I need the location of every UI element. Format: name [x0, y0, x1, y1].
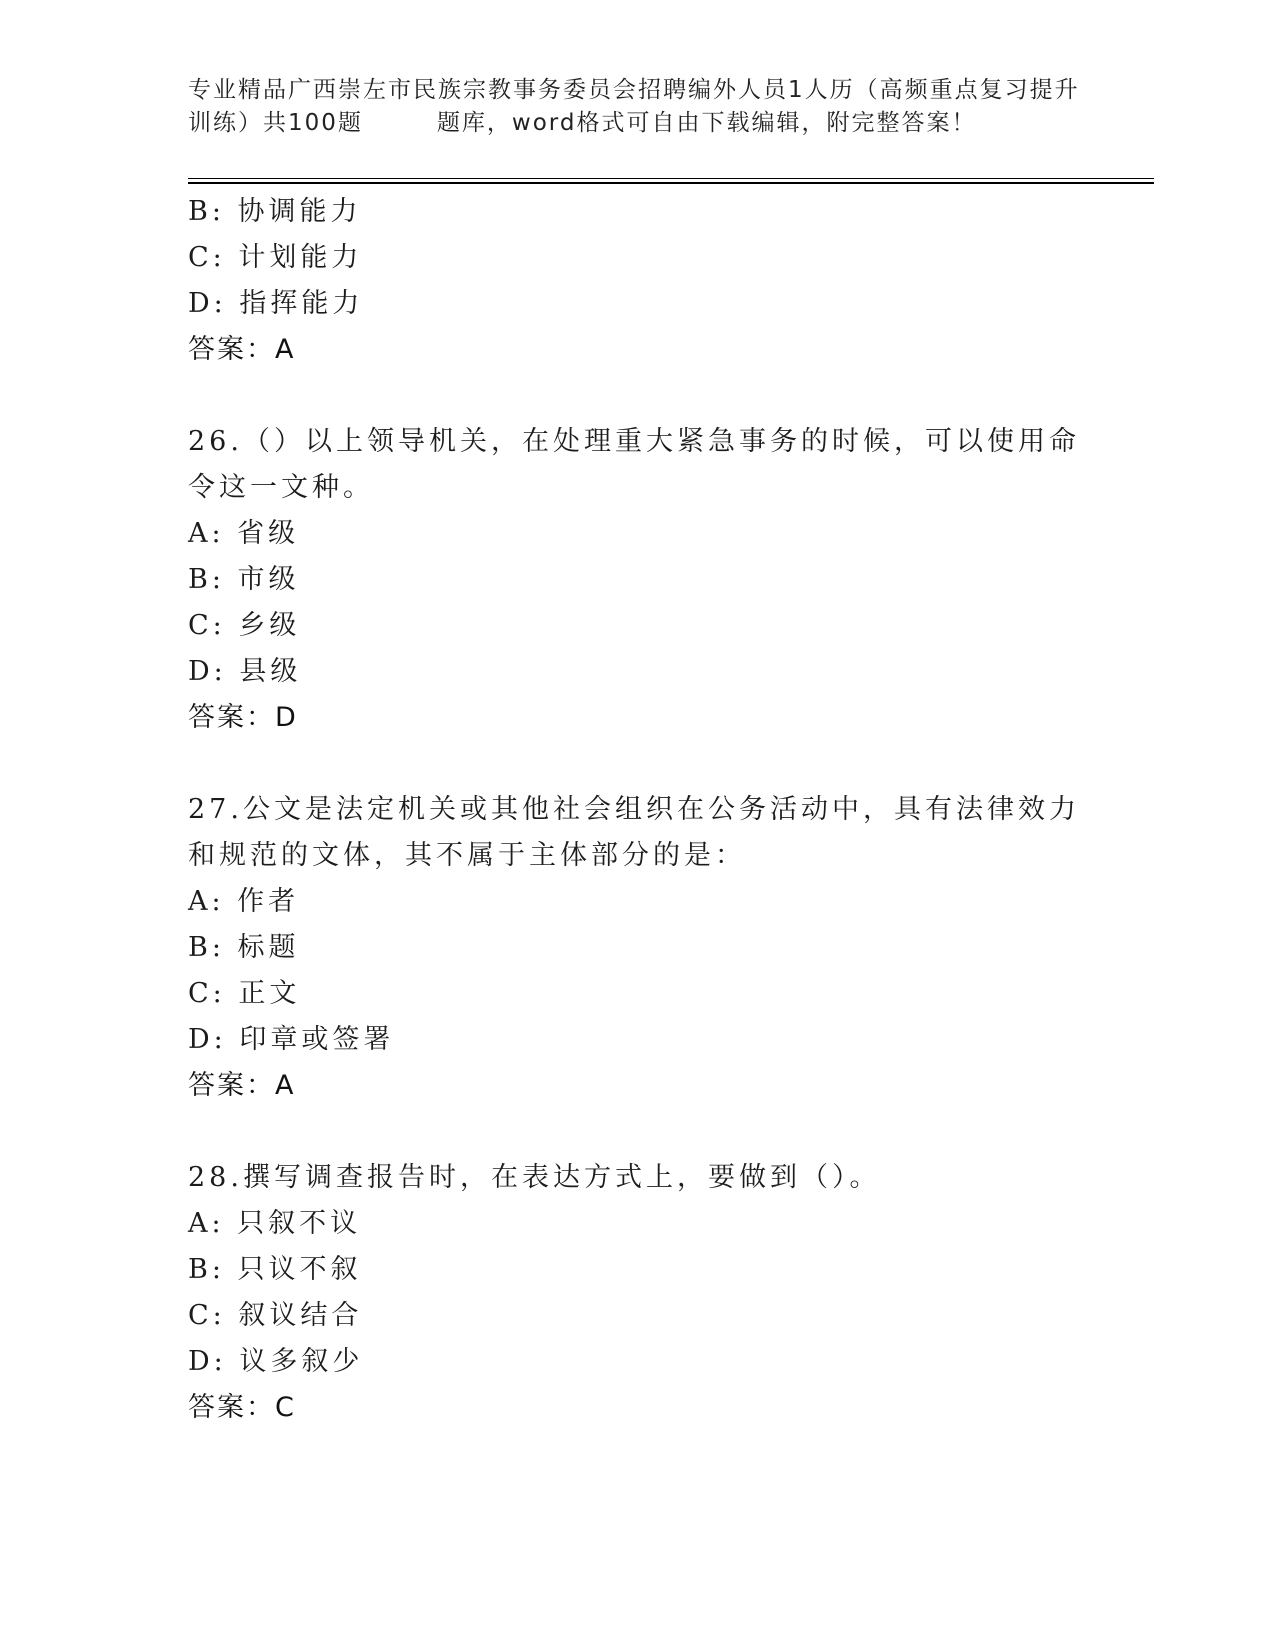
header-divider-thick — [188, 182, 1154, 184]
question-27 — [188, 787, 1088, 1109]
option-a: A: 只叙不议 — [188, 1208, 362, 1239]
answer-line: 答案：A — [188, 1070, 296, 1101]
option-a: A: 省级 — [188, 518, 300, 549]
question-text: 26.（）以上领导机关，在处理重大紧急事务的时候，可以使用命令这一文种。 — [188, 426, 1080, 503]
option-c: C: 乡级 — [188, 610, 301, 641]
document-header — [188, 74, 1088, 140]
option-d: D: 议多叙少 — [188, 1346, 364, 1377]
option-d: D: 县级 — [188, 656, 302, 687]
option-d: D: 印章或签署 — [188, 1024, 395, 1055]
option-c: C: 正文 — [188, 978, 301, 1009]
header-line-2-left: 训练）共100题 — [188, 110, 363, 136]
header-line-2-right: 题库，word格式可自由下载编辑，附完整答案！ — [436, 110, 977, 136]
question-26 — [188, 419, 1088, 741]
option-c: C: 计划能力 — [188, 242, 363, 273]
question-text: 27.公文是法定机关或其他社会组织在公务活动中，具有法律效力和规范的文体，其不属于主体部分的是： — [188, 794, 1080, 871]
option-a: A: 作者 — [188, 886, 300, 917]
answer-line: 答案：C — [188, 1392, 296, 1423]
option-b: B: 协调能力 — [188, 196, 362, 227]
question-content — [188, 189, 1088, 1431]
option-b: B: 市级 — [188, 564, 300, 595]
question-text: 28.撰写调查报告时，在表达方式上，要做到（）。 — [188, 1162, 881, 1193]
header-divider-thin — [188, 178, 1154, 179]
header-line-2 — [188, 107, 1088, 140]
question-28 — [188, 1155, 1088, 1431]
answer-line: 答案：D — [188, 702, 298, 733]
option-d: D: 指挥能力 — [188, 288, 364, 319]
header-line-1: 专业精品广西崇左市民族宗教事务委员会招聘编外人员1人历（高频重点复习提升 — [188, 77, 1080, 103]
answer-line: 答案：A — [188, 334, 296, 365]
option-b: B: 标题 — [188, 932, 300, 963]
option-c: C: 叙议结合 — [188, 1300, 363, 1331]
option-b: B: 只议不叙 — [188, 1254, 362, 1285]
continued-question — [188, 189, 1088, 373]
